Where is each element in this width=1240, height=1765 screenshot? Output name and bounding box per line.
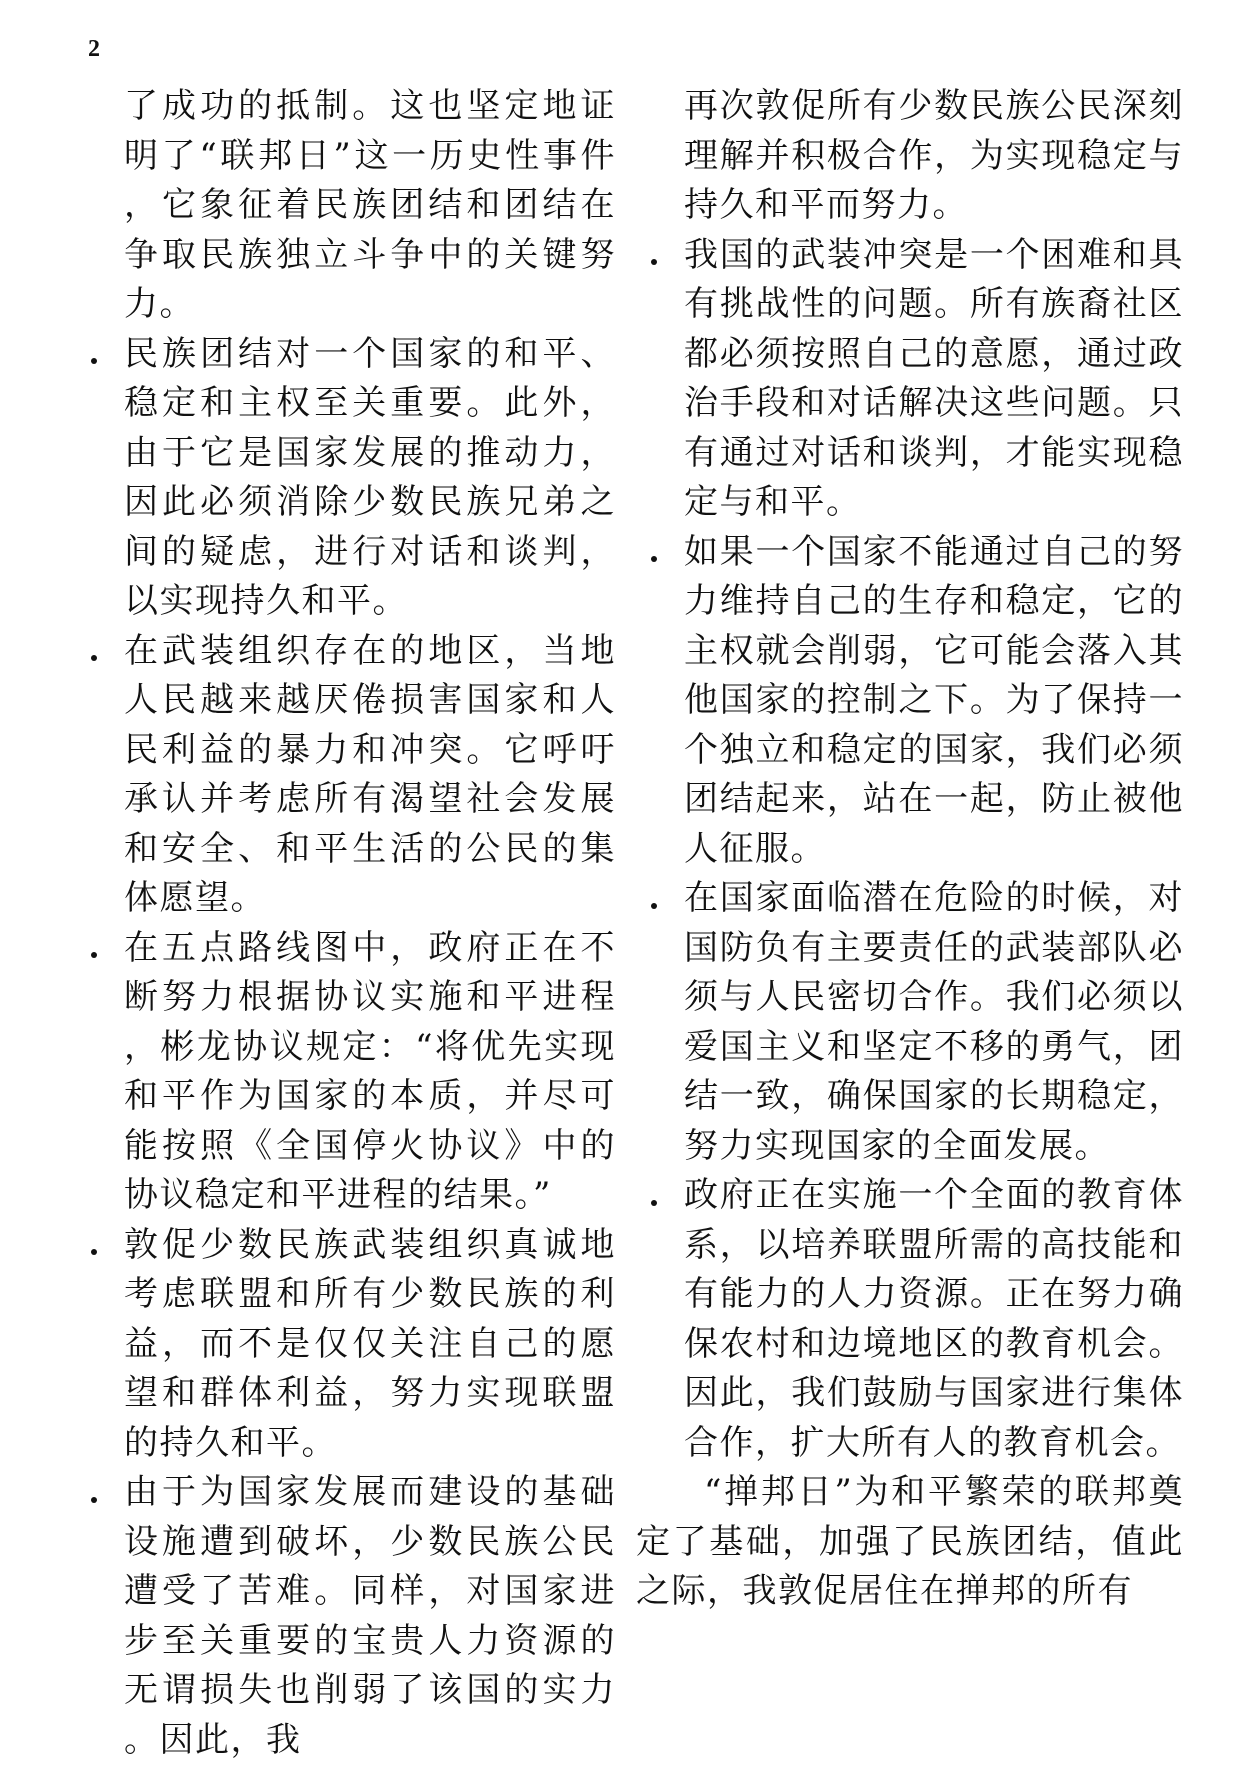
left-column: [76, 82, 616, 1765]
bullet-icon: [84, 1221, 104, 1271]
bullet-text: 我国的武装冲突是一个困难和具有挑战性的问题。所有族裔社区都必须按照自己的意愿，通过政治手段和对话解决这些问题。只有通过对话和谈判，才能实现稳定与和平。: [684, 234, 1184, 522]
bullet-item: [636, 528, 1184, 875]
bullet-icon: [644, 231, 664, 281]
bullet-icon: [644, 874, 664, 924]
bullet-item: [76, 330, 616, 627]
page-number: 2: [88, 36, 100, 62]
bullet-icon: [644, 528, 664, 578]
closing-paragraph: “掸邦日”为和平繁荣的联邦奠定了基础，加强了民族团结，值此之际，我敦促居住在掸邦的所有: [636, 1472, 1184, 1611]
bullet-item: [76, 1221, 616, 1469]
bullet-item: [76, 924, 616, 1221]
bullet-icon: [644, 1171, 664, 1221]
bullet-icon: [84, 627, 104, 677]
bullet-text: 民族团结对一个国家的和平、稳定和主权至关重要。此外，由于它是国家发展的推动力，因此必须消除少数民族兄弟之间的疑虑，进行对话和谈判，以实现持久和平。: [124, 333, 616, 621]
bullet-item: [636, 1171, 1184, 1468]
bullet-text: 敦促少数民族武装组织真诚地考虑联盟和所有少数民族的利益，而不是仅仅关注自己的愿望和群体利益，努力实现联盟的持久和平。: [124, 1224, 616, 1463]
bullet-icon: [84, 924, 104, 974]
bullet-icon: [84, 1468, 104, 1518]
bullet-item: [636, 231, 1184, 528]
bullet-item: [76, 1468, 616, 1765]
continuation-paragraph: 了成功的抵制。这也坚定地证明了“联邦日”这一历史性事件，它象征着民族团结和团结在争取民族独立斗争中的关键努力。: [124, 86, 616, 324]
bullet-text: 政府正在实施一个全面的教育体系，以培养联盟所需的高技能和有能力的人力资源。正在努力确保农村和边境地区的教育机会。因此，我们鼓励与国家进行集体合作，扩大所有人的教育机会。: [684, 1175, 1184, 1463]
right-column: [636, 82, 1184, 1617]
bullet-item: [636, 874, 1184, 1171]
bullet-text: 如果一个国家不能通过自己的努力维持自己的生存和稳定，它的主权就会削弱，它可能会落入其他国家的控制之下。为了保持一个独立和稳定的国家，我们必须团结起来，站在一起，防止被他人征服。: [684, 531, 1184, 869]
continuation-paragraph: 再次敦促所有少数民族公民深刻理解并积极合作，为实现稳定与持久和平而努力。: [684, 86, 1184, 225]
bullet-icon: [84, 330, 104, 380]
bullet-text: 由于为国家发展而建设的基础设施遭到破坏，少数民族公民遭受了苦难。同样，对国家进步至关重要的宝贵人力资源的无谓损失也削弱了该国的实力。因此，我: [124, 1472, 616, 1760]
bullet-text: 在武装组织存在的地区，当地人民越来越厌倦损害国家和人民利益的暴力和冲突。它呼吁承认并考虑所有渴望社会发展和安全、和平生活的公民的集体愿望。: [124, 630, 616, 918]
bullet-item: [76, 627, 616, 924]
bullet-text: 在国家面临潜在危险的时候，对国防负有主要责任的武装部队必须与人民密切合作。我们必须以爱国主义和坚定不移的勇气，团结一致，确保国家的长期稳定，努力实现国家的全面发展。: [684, 878, 1184, 1166]
bullet-text: 在五点路线图中，政府正在不断努力根据协议实施和平进程，彬龙协议规定：“将优先实现和平作为国家的本质，并尽可能按照《全国停火协议》中的协议稳定和平进程的结果。”: [124, 927, 616, 1215]
